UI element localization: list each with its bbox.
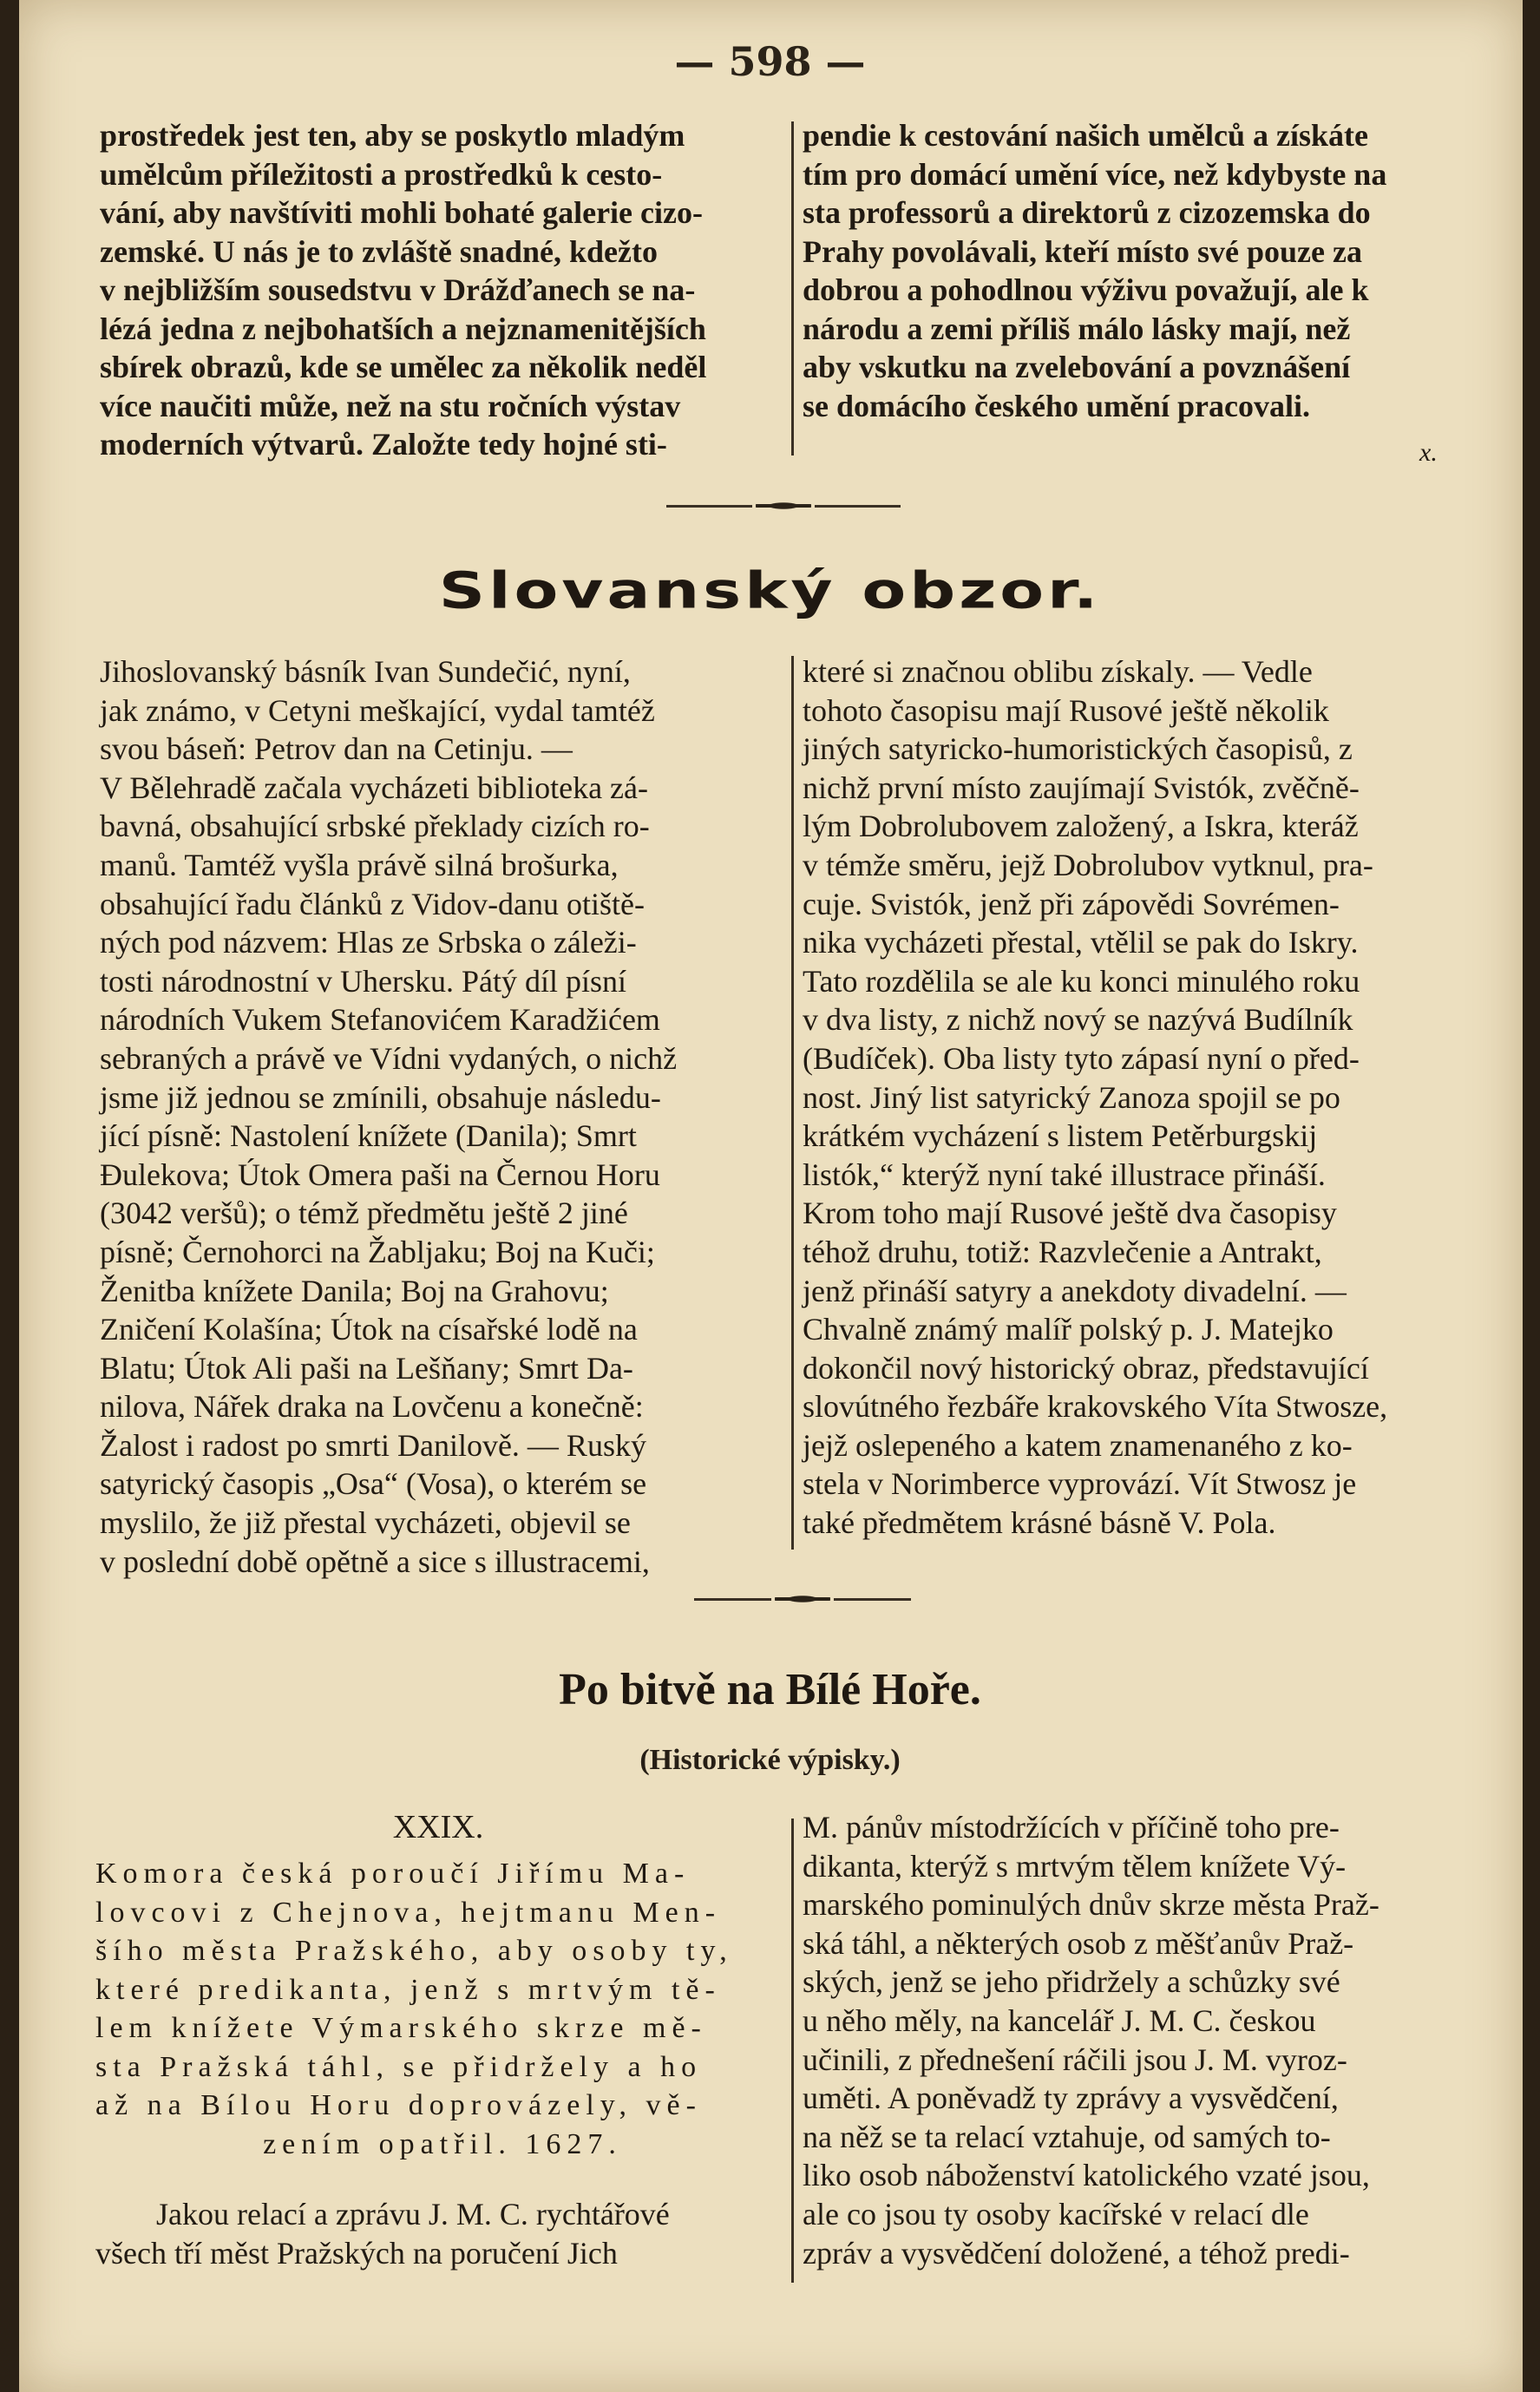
text-line: až na Bílou Horu doprovázely, vě- [95, 2089, 702, 2121]
column-rule [791, 121, 794, 455]
text-line: Prahy povolávali, kteří místo své pouze za [803, 233, 1362, 269]
text-line: v poslední době opětně a sice s illustracemi, [100, 1543, 650, 1579]
text-line: jejž oslepeného a katem znamenaného z ko- [803, 1427, 1353, 1463]
text-line: písně; Černohorci na Žabljaku; Boj na Kuči; [100, 1234, 655, 1269]
divider-line [694, 1598, 771, 1601]
chapter-text-right [803, 1808, 1484, 2272]
text-line: dobrou a pohodlnou výživu považují, ale k [803, 272, 1369, 307]
text-line: svou báseň: Petrov dan na Cetinju. — [100, 731, 573, 767]
text-line: Jihoslovanský básník Ivan Sundečić, nyní, [100, 654, 631, 689]
section-divider-ornament [666, 500, 901, 512]
text-line: cuje. Svistók, jenž při zápovědi Sovrémen- [803, 886, 1340, 921]
chapter-text-left [95, 2195, 781, 2272]
text-line: sta professorů a direktorů z cizozemska do [803, 195, 1371, 230]
text-line: manů. Tamtéž vyšla právě silná brošurka, [100, 847, 619, 882]
text-line: Blatu; Útok Ali paši na Lešňany; Smrt Da- [100, 1350, 633, 1386]
text-line: Jakou relací a zprávu J. M. C. rychtářové [156, 2197, 670, 2231]
text-line: sebraných a právě ve Vídni vydaných, o nichž [100, 1040, 678, 1076]
text-line: myslilo, že již přestal vycházeti, objevil se [100, 1505, 631, 1541]
text-line: v nejbližším sousedstvu v Drážďanech se na- [100, 272, 696, 307]
text-line: Tato rozdělila se ale ku konci minulého roku [803, 963, 1360, 999]
text-line: dikanta, kterýž s mrtvým tělem knížete Vý- [803, 1848, 1347, 1884]
text-line: národu a zemi příliš málo lásky mají, než [803, 311, 1351, 346]
text-line: nika vycházeti přestal, vtělil se pak do Iskry. [803, 925, 1359, 960]
text-line: ských, jenž se jeho přidržely a schůzky své [803, 1964, 1340, 2000]
text-line: Zničení Kolašína; Útok na císařské lodě na [100, 1312, 638, 1347]
section-title-po-bitve: Po bitvě na Bílé Hoře. [559, 1665, 981, 1714]
text-line: jak známo, v Cetyni meškající, vydal tamtéž [100, 692, 655, 728]
text-line: zením opatřil. 1627. [263, 2127, 622, 2160]
text-line: lem knížete Výmarského skrze mě- [95, 2012, 707, 2044]
text-line: Đulekova; Útok Omera paši na Černou Horu [100, 1157, 660, 1192]
section-divider-ornament [694, 1593, 911, 1605]
divider-line [834, 1598, 911, 1601]
text-line: uměti. A poněvadž ty zprávy a vysvědčení, [803, 2081, 1339, 2116]
text-line: marského pominulých dnův skrze města Praž- [803, 1887, 1379, 1923]
text-line: umělcům příležitosti a prostředků k cesto- [100, 156, 663, 192]
text-line: lým Dobrolubovem založený, a Iskra, kteráž [803, 809, 1359, 844]
text-line: pendie k cestování našich umělců a získáte [803, 118, 1369, 153]
text-line: M. pánův místodržících v příčině toho pre- [803, 1810, 1340, 1845]
ornament-knot-icon [775, 1593, 830, 1605]
text-line: sbírek obrazů, kde se umělec za několik neděl [100, 350, 707, 384]
section-subtitle: (Historické výpisky.) [639, 1744, 901, 1776]
text-line: lézá jedna z nejbohatších a nejznamenitějších [100, 311, 706, 346]
author-signature: x. [1419, 438, 1438, 467]
text-line: sta Pražská táhl, se přidržely a ho [95, 2050, 703, 2083]
text-line: nost. Jiný list satyrický Zanoza spojil se po [803, 1079, 1340, 1115]
text-line: tosti národnostní v Uhersku. Pátý díl písní [100, 963, 626, 999]
text-line: stela v Norimberce vyprovází. Vít Stwosz je [803, 1466, 1357, 1502]
divider-line [666, 505, 752, 508]
text-line: moderních výtvarů. Založte tedy hojné sti- [100, 427, 667, 462]
column-rule [791, 656, 794, 1550]
text-line: obsahující řadu článků z Vidov-danu otiště- [100, 886, 645, 921]
text-line: tohoto časopisu mají Rusové ještě několik [803, 692, 1329, 728]
text-line: dokončil nový historický obraz, představující [803, 1350, 1369, 1386]
text-line: Chvalně známý malíř polský p. J. Matejko [803, 1312, 1334, 1347]
text-line: (Budíček). Oba listy tyto zápasí nyní o před- [803, 1040, 1360, 1076]
text-line: šího města Pražského, aby osoby ty, [95, 1935, 733, 1967]
text-line: více naučiti může, než na stu ročních výstav [100, 388, 681, 423]
text-line: také předmětem krásné básně V. Pola. [803, 1505, 1276, 1541]
ornament-knot-icon [756, 500, 811, 512]
text-line: jsme již jednou se zmínili, obsahuje následu- [100, 1079, 661, 1115]
section-title-slovansky-obzor: Slovanský obzor. [438, 561, 1102, 620]
text-line: všech tří měst Pražských na poručení Jich [95, 2235, 618, 2271]
text-line: téhož druhu, totiž: Razvlečenie a Antrakt, [803, 1234, 1322, 1269]
text-line: Žalost i radost po smrti Danilově. — Ruský [100, 1427, 646, 1463]
text-line: jenž přináší satyry a anekdoty divadelní. — [803, 1273, 1347, 1308]
top-right-column [803, 116, 1484, 425]
text-line: tím pro domácí umění více, než kdybyste na [803, 156, 1387, 192]
text-line: nichž první místo zaujímají Svistók, zvěčně- [803, 770, 1360, 805]
divider-line [815, 505, 901, 508]
text-line: Krom toho mají Rusové ještě dva časopisy [803, 1196, 1337, 1231]
text-line: se domácího českého umění pracovali. [803, 388, 1310, 423]
text-line: ale co jsou ty osoby kacířské v relací dle [803, 2196, 1309, 2231]
text-line: satyrický časopis „Osa“ (Vosa), o kterém se [100, 1466, 647, 1502]
text-line: které si značnou oblibu získaly. — Vedle [803, 654, 1313, 689]
text-line: aby vskutku na zvelebování a povznášení [803, 350, 1351, 384]
text-line: v dva listy, z nichž nový se nazývá Budílník [803, 1002, 1353, 1038]
text-line: listók,“ kterýž nyní také illustrace přináší. [803, 1157, 1326, 1192]
text-line: zemské. U nás je to zvláště snadné, kdežto [100, 233, 658, 269]
text-line: zpráv a vysvědčení doložené, a téhož predi- [803, 2235, 1350, 2271]
text-line: vání, aby navštíviti mohli bohaté galerie cizo- [100, 195, 703, 230]
text-line: slovútného řezbáře krakovského Víta Stwosze, [803, 1389, 1388, 1425]
text-line: prostředek jest ten, aby se poskytlo mladým [100, 118, 685, 153]
text-line: nilova, Nářek draka na Lovčenu a konečně: [100, 1389, 644, 1425]
text-line: na něž se ta relací vztahuje, od samých to- [803, 2119, 1331, 2154]
page-number: — 598 — [674, 38, 866, 85]
section1-left-column [100, 652, 781, 1581]
text-line: krátkém vycházení s listem Petěrburgskij [803, 1118, 1318, 1154]
text-line: u něho měly, na kancelář J. M. C. českou [803, 2002, 1316, 2038]
section1-right-column [803, 652, 1484, 1543]
text-line: jící písně: Nastolení knížete (Danila); Smrt [100, 1118, 637, 1154]
column-rule [791, 1819, 794, 2283]
text-line: lovcovi z Chejnova, hejtmanu Men- [95, 1896, 722, 1929]
text-line: bavná, obsahující srbské překlady cizích ro- [100, 809, 650, 844]
text-line: Komora česká poroučí Jiřímu Ma- [95, 1858, 691, 1890]
chapter-summary [95, 1855, 790, 2164]
text-line: ská táhl, a některých osob z měšťanův Praž- [803, 1925, 1354, 1961]
text-line: jiných satyricko-humoristických časopisů, z [803, 731, 1353, 767]
text-line: Ženitba knížete Danila; Boj na Grahovu; [100, 1273, 609, 1308]
chapter-number: XXIX. [392, 1809, 484, 1845]
text-line: V Bělehradě začala vycházeti biblioteka zá- [100, 770, 648, 805]
top-left-column [100, 116, 781, 464]
text-line: které predikanta, jenž s mrtvým tě- [95, 1973, 721, 2006]
text-line: učinili, z přednešení ráčili jsou J. M. vyroz- [803, 2041, 1347, 2077]
text-line: ných pod názvem: Hlas ze Srbska o záleži- [100, 925, 637, 960]
text-line: (3042 veršů); o témž předmětu ještě 2 jiné [100, 1196, 628, 1231]
text-line: liko osob náboženství katolického vzaté jsou, [803, 2158, 1370, 2193]
text-line: národních Vukem Stefanovićem Karadžićem [100, 1002, 660, 1038]
text-line: v témže směru, jejž Dobrolubov vytknul, pra- [803, 847, 1373, 882]
